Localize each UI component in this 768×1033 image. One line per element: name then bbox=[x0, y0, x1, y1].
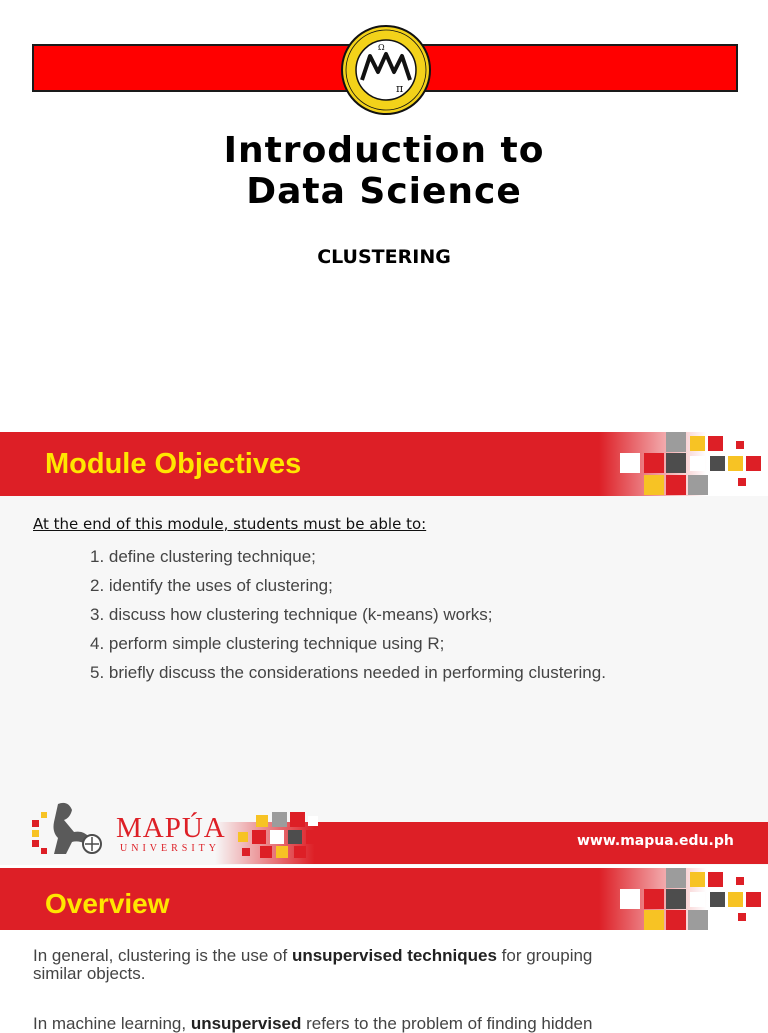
presentation-title bbox=[0, 130, 768, 212]
university-footer bbox=[0, 790, 768, 865]
emphasis-text: unsupervised techniques bbox=[291, 946, 497, 965]
university-name: MAPÚA bbox=[116, 812, 226, 844]
university-subtitle: UNIVERSITY bbox=[120, 843, 220, 854]
university-url: www.mapua.edu.ph bbox=[577, 833, 734, 849]
list-item: 3. discuss how clustering technique (k-means) works; bbox=[90, 605, 493, 624]
title-line-1: Introduction to bbox=[223, 130, 545, 171]
overview-paragraph-2: In machine learning, unsupervised refers to the problem of finding hidden bbox=[33, 1014, 593, 1033]
overview-slide bbox=[0, 865, 768, 1033]
list-item: 1. define clustering technique; bbox=[90, 547, 316, 566]
svg-text:Ω: Ω bbox=[378, 43, 385, 52]
section-title: Overview bbox=[45, 888, 170, 919]
objectives-slide bbox=[0, 432, 768, 865]
presentation-subtitle: CLUSTERING bbox=[317, 246, 451, 268]
university-logo-icon bbox=[28, 798, 112, 862]
footer-tile-mosaic-decoration bbox=[238, 812, 334, 860]
list-item: 5. briefly discuss the considerations needed in performing clustering. bbox=[90, 663, 606, 682]
section-title: Module Objectives bbox=[45, 448, 302, 480]
svg-text:π: π bbox=[396, 82, 404, 95]
department-seal-icon bbox=[340, 24, 432, 116]
tile-mosaic-decoration bbox=[620, 432, 768, 496]
objectives-list bbox=[90, 542, 606, 687]
overview-paragraph-1: In general, clustering is the use of unsupervised techniques for grouping similar objects. bbox=[33, 946, 593, 983]
title-line-2: Data Science bbox=[246, 171, 522, 212]
objectives-lead: At the end of this module, students must be able to: bbox=[33, 515, 427, 533]
list-item: 2. identify the uses of clustering; bbox=[90, 576, 333, 595]
tile-mosaic-decoration bbox=[620, 868, 768, 930]
emphasis-text: unsupervised bbox=[190, 1014, 302, 1033]
title-slide bbox=[0, 0, 768, 432]
list-item: 4. perform simple clustering technique using R; bbox=[90, 634, 445, 653]
